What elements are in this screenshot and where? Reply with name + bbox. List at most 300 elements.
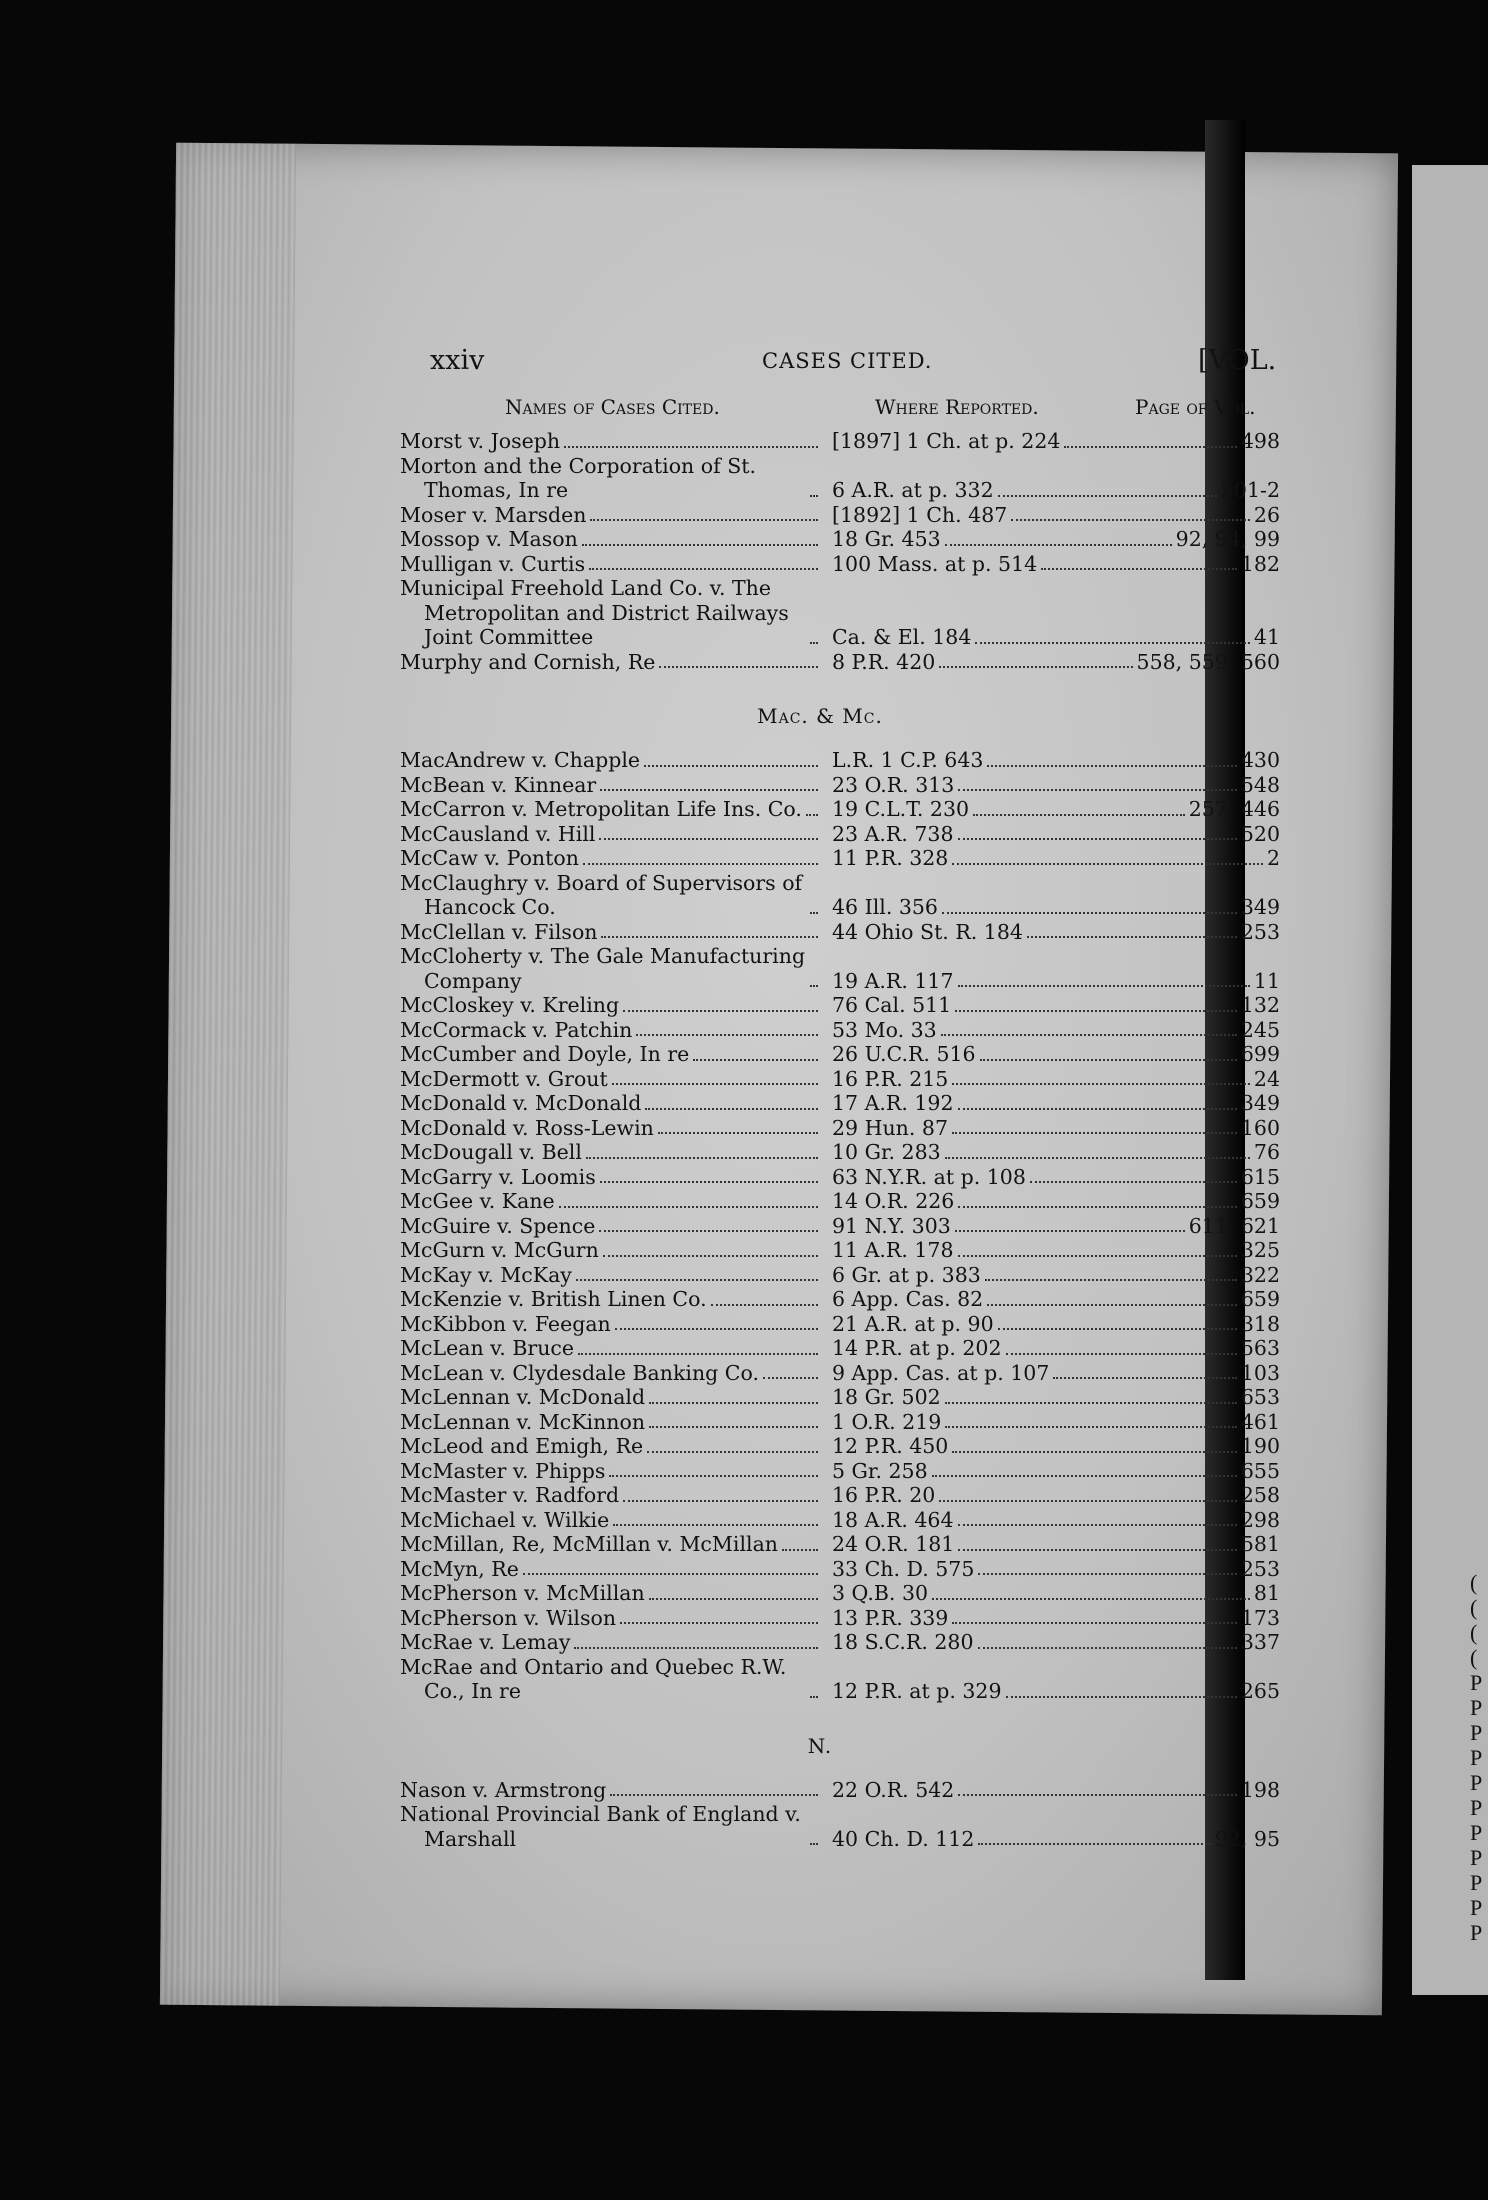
page-of-volume: 265 [1240, 1679, 1280, 1703]
case-entry [400, 503, 1280, 528]
leader-dots [945, 544, 1172, 546]
where-reported: 12 P.R. 450 [832, 1434, 949, 1458]
where-reported: 91 N.Y. 303 [832, 1213, 951, 1238]
page-of-volume: 563 [1240, 1336, 1280, 1360]
reported-cell [832, 846, 1280, 871]
case-entry [400, 1312, 1280, 1337]
case-name: McMaster v. Phipps [400, 1458, 606, 1483]
case-name: Morton and the Corporation of St. Thomas, In re [400, 453, 756, 502]
where-reported: 24 O.R. 181 [832, 1532, 955, 1556]
leader-dots [578, 1353, 818, 1355]
leader-dots [612, 1083, 818, 1085]
case-name-cell [400, 1361, 832, 1386]
reported-cell [832, 1679, 1280, 1704]
leader-dots [636, 1034, 818, 1036]
where-reported: 9 App. Cas. at p. 107 [832, 1360, 1050, 1385]
leader-dots [1064, 446, 1236, 448]
leader-dots [644, 765, 818, 767]
page-number: xxiv [430, 345, 485, 376]
case-name-cell [400, 1091, 832, 1116]
reported-cell [832, 895, 1280, 920]
case-name-cell [400, 944, 832, 993]
page-of-volume: 615 [1240, 1164, 1280, 1189]
case-entry [400, 1091, 1280, 1116]
reported-cell [832, 1116, 1280, 1141]
case-name-cell [400, 429, 832, 454]
page-of-volume: 298 [1240, 1507, 1280, 1532]
cases-cited-index [400, 345, 1280, 1851]
case-name-cell [400, 773, 832, 798]
case-name-cell [400, 1263, 832, 1288]
page-of-volume: 501-2 [1220, 478, 1280, 502]
reported-cell [832, 1434, 1280, 1459]
page-of-volume: 520 [1240, 821, 1280, 846]
case-entry [400, 797, 1280, 822]
leader-dots [998, 1328, 1237, 1330]
case-name: McMillan, Re, McMillan v. McMillan [400, 1532, 778, 1556]
page-of-volume: 659 [1240, 1287, 1280, 1311]
volume-mark: [VOL. [1198, 345, 1277, 376]
case-name: McRae v. Lemay [400, 1630, 571, 1654]
leader-dots [601, 936, 818, 938]
leader-dots [987, 765, 1236, 767]
case-entry [400, 1165, 1280, 1190]
page-of-volume: 92, 95 [1214, 1826, 1280, 1851]
adjacent-margin-letter: P [1470, 1670, 1483, 1695]
reported-cell [832, 1459, 1280, 1484]
case-name: Morst v. Joseph [400, 429, 561, 453]
where-reported: 14 O.R. 226 [832, 1189, 955, 1213]
case-name-cell [400, 1312, 832, 1337]
case-name: McGee v. Kane [400, 1189, 555, 1213]
case-entry [400, 773, 1280, 798]
reported-cell [832, 1827, 1280, 1852]
leader-dots [975, 642, 1250, 644]
adjacent-margin-letter: P [1470, 1895, 1483, 1920]
case-name: Mulligan v. Curtis [400, 551, 586, 576]
where-reported: 18 S.C.R. 280 [832, 1630, 974, 1654]
page-of-volume: 349 [1240, 895, 1280, 919]
case-entry [400, 552, 1280, 577]
where-reported: 17 A.R. 192 [832, 1091, 954, 1115]
reported-cell [832, 1778, 1280, 1803]
page-of-volume: 349 [1240, 1091, 1280, 1115]
leader-dots [600, 1181, 818, 1183]
page-of-volume: 611, 621 [1188, 1213, 1280, 1238]
where-reported: 8 P.R. 420 [832, 649, 936, 674]
case-entry [400, 846, 1280, 871]
where-reported: 18 Gr. 453 [832, 527, 941, 551]
case-name-cell [400, 1140, 832, 1165]
reported-cell [832, 429, 1280, 454]
column-heading-names: Names of Cases Cited. [505, 395, 720, 419]
adjacent-page-margin-letters [1470, 1570, 1488, 1945]
section-n-list [400, 1778, 1280, 1852]
reported-cell [832, 1263, 1280, 1288]
leader-dots [810, 1696, 818, 1698]
case-name-cell [400, 1508, 832, 1533]
case-entry [400, 1018, 1280, 1043]
case-entry [400, 1287, 1280, 1312]
page-of-volume: 92, 94, 99 [1175, 527, 1280, 551]
case-name: McPherson v. Wilson [400, 1605, 617, 1630]
adjacent-margin-letter: P [1470, 1845, 1483, 1870]
page-of-volume: 322 [1240, 1262, 1280, 1287]
case-name-cell [400, 1336, 832, 1361]
case-name: McBean v. Kinnear [400, 772, 597, 797]
leader-dots [810, 1843, 818, 1845]
page-of-volume: 26 [1253, 502, 1280, 527]
leader-dots [658, 1132, 818, 1134]
page-of-volume: 318 [1240, 1311, 1280, 1336]
where-reported: 23 O.R. 313 [832, 772, 955, 797]
case-name: National Provincial Bank of England v. Marshall [400, 1802, 801, 1851]
leader-dots [958, 838, 1237, 840]
case-name-cell [400, 1630, 832, 1655]
where-reported: L.R. 1 C.P. 643 [832, 748, 984, 772]
case-name: McLeod and Emigh, Re [400, 1434, 644, 1458]
case-entry [400, 1778, 1280, 1803]
page-of-volume: 11 [1253, 968, 1280, 993]
leader-dots [693, 1059, 818, 1061]
where-reported: 18 Gr. 502 [832, 1385, 941, 1409]
case-name: Murphy and Cornish, Re [400, 649, 656, 674]
case-name-cell [400, 797, 832, 822]
leader-dots [939, 666, 1132, 668]
leader-dots [978, 1573, 1236, 1575]
running-header [400, 345, 1280, 389]
reported-cell [832, 1140, 1280, 1165]
page-of-volume: 498 [1240, 429, 1280, 453]
case-entry [400, 920, 1280, 945]
leader-dots [952, 1622, 1237, 1624]
leader-dots [932, 1475, 1237, 1477]
where-reported: 6 A.R. at p. 332 [832, 478, 994, 502]
where-reported: 6 Gr. at p. 383 [832, 1262, 981, 1287]
page-of-volume: 190 [1240, 1434, 1280, 1458]
leader-dots [958, 1108, 1237, 1110]
case-name: McCloskey v. Kreling [400, 993, 620, 1017]
reported-cell [832, 1532, 1280, 1557]
leader-dots [973, 814, 1185, 816]
case-entry [400, 1434, 1280, 1459]
reported-cell [832, 1606, 1280, 1631]
adjacent-margin-letter: P [1470, 1720, 1483, 1745]
leader-dots [647, 1451, 818, 1453]
leader-dots [623, 1500, 818, 1502]
where-reported: [1892] 1 Ch. 487 [832, 502, 1008, 527]
leader-dots [958, 1524, 1237, 1526]
case-name: McCaw v. Ponton [400, 846, 579, 870]
case-name-cell [400, 1042, 832, 1067]
section-heading-n: N. [807, 1733, 833, 1758]
case-name-cell [400, 822, 832, 847]
reported-cell [832, 1287, 1280, 1312]
adjacent-margin-letter: P [1470, 1770, 1483, 1795]
case-name-cell [400, 650, 832, 675]
case-name-cell [400, 1557, 832, 1582]
case-name-cell [400, 1606, 832, 1631]
reported-cell [832, 797, 1280, 822]
case-name: McLean v. Bruce [400, 1336, 575, 1360]
case-name: Mossop v. Mason [400, 527, 578, 551]
case-name: McMichael v. Wilkie [400, 1507, 610, 1532]
case-name: McDonald v. McDonald [400, 1091, 642, 1115]
where-reported: 46 Ill. 356 [832, 895, 938, 919]
case-name-cell [400, 1778, 832, 1803]
case-entry [400, 1630, 1280, 1655]
leader-dots [952, 863, 1263, 865]
leader-dots [1030, 1181, 1237, 1183]
leader-dots [978, 1647, 1237, 1649]
where-reported: 10 Gr. 283 [832, 1140, 941, 1164]
case-entry [400, 429, 1280, 454]
adjacent-margin-letter: P [1470, 1795, 1483, 1820]
case-entry [400, 1410, 1280, 1435]
where-reported: 21 A.R. at p. 90 [832, 1311, 994, 1336]
leader-dots [958, 985, 1250, 987]
case-entry [400, 1361, 1280, 1386]
leader-dots [1006, 1696, 1237, 1698]
leader-dots [958, 1549, 1237, 1551]
reported-cell [832, 920, 1280, 945]
case-name: MacAndrew v. Chapple [400, 748, 641, 772]
case-name: McClellan v. Filson [400, 919, 598, 944]
where-reported: 16 P.R. 20 [832, 1483, 936, 1507]
where-reported: 12 P.R. at p. 329 [832, 1679, 1002, 1703]
case-entry [400, 1067, 1280, 1092]
case-name: McCloherty v. The Gale Manufacturing Company [400, 944, 806, 993]
case-name: McClaughry v. Board of Supervisors of Hancock Co. [400, 870, 803, 919]
leader-dots [958, 1794, 1237, 1796]
where-reported: 18 A.R. 464 [832, 1507, 954, 1532]
leader-dots [958, 1255, 1237, 1257]
leader-dots [1011, 519, 1250, 521]
case-entry [400, 1385, 1280, 1410]
reported-cell [832, 1361, 1280, 1386]
leader-dots [958, 1206, 1237, 1208]
page-of-volume: 581 [1240, 1532, 1280, 1556]
reported-cell [832, 1067, 1280, 1092]
reported-cell [832, 773, 1280, 798]
case-entry [400, 1581, 1280, 1606]
reported-cell [832, 1042, 1280, 1067]
reported-cell [832, 969, 1280, 994]
section-heading-mac: Mac. & Mc. [757, 704, 883, 728]
case-name-cell [400, 1434, 832, 1459]
case-name-cell [400, 1116, 832, 1141]
case-entry [400, 527, 1280, 552]
case-entry [400, 871, 1280, 920]
page-of-volume: 173 [1240, 1605, 1280, 1630]
leader-dots [659, 666, 818, 668]
where-reported: 63 N.Y.R. at p. 108 [832, 1164, 1026, 1189]
case-entry [400, 993, 1280, 1018]
case-name-cell [400, 1385, 832, 1410]
case-entry [400, 1140, 1280, 1165]
case-name: McDougall v. Bell [400, 1140, 582, 1164]
reported-cell [832, 1091, 1280, 1116]
case-entry [400, 1238, 1280, 1263]
case-name-cell [400, 1238, 832, 1263]
reported-cell [832, 1508, 1280, 1533]
case-name: McCausland v. Hill [400, 821, 596, 846]
leader-dots [952, 1451, 1237, 1453]
leader-dots [590, 519, 818, 521]
page-of-volume: 699 [1240, 1042, 1280, 1066]
leader-dots [1006, 1353, 1237, 1355]
case-entry [400, 1508, 1280, 1533]
where-reported: 29 Hun. 87 [832, 1115, 949, 1140]
case-name-cell [400, 1165, 832, 1190]
page-of-volume: 337 [1240, 1630, 1280, 1654]
case-name: McGarry v. Loomis [400, 1164, 596, 1189]
where-reported: 53 Mo. 33 [832, 1017, 937, 1042]
case-entry [400, 1116, 1280, 1141]
leader-dots [985, 1279, 1237, 1281]
leader-dots [564, 446, 818, 448]
case-name: McCormack v. Patchin [400, 1017, 633, 1042]
case-name-cell [400, 1581, 832, 1606]
adjacent-margin-letter: P [1470, 1745, 1483, 1770]
case-entry [400, 576, 1280, 650]
case-name: Moser v. Marsden [400, 502, 587, 527]
case-entry [400, 748, 1280, 773]
page-of-volume: 558, 559, 560 [1136, 649, 1280, 674]
leader-dots [586, 1157, 818, 1159]
case-name-cell [400, 1018, 832, 1043]
case-name-cell [400, 871, 832, 920]
reported-cell [832, 1483, 1280, 1508]
leader-dots [958, 789, 1237, 791]
case-entry [400, 822, 1280, 847]
case-name-cell [400, 1067, 832, 1092]
case-name-cell [400, 846, 832, 871]
where-reported: 22 O.R. 542 [832, 1777, 955, 1802]
case-name: McCumber and Doyle, In re [400, 1042, 690, 1066]
case-name: McLean v. Clydesdale Banking Co. [400, 1360, 759, 1385]
leader-dots [945, 1402, 1237, 1404]
leader-dots [613, 1524, 818, 1526]
reported-cell [832, 1630, 1280, 1655]
where-reported: [1897] 1 Ch. at p. 224 [832, 429, 1061, 453]
page-of-volume: 253 [1240, 919, 1280, 944]
page-of-volume: 76 [1253, 1140, 1280, 1164]
where-reported: 11 A.R. 178 [832, 1238, 954, 1262]
case-name-cell [400, 1532, 832, 1557]
where-reported: 23 A.R. 738 [832, 821, 954, 846]
page-of-volume: 81 [1253, 1581, 1280, 1605]
leader-dots [939, 1500, 1237, 1502]
page-edge-strips [160, 143, 296, 2006]
reported-cell [832, 478, 1280, 503]
leader-dots [649, 1598, 818, 1600]
reported-cell [832, 1165, 1280, 1190]
leader-dots [998, 495, 1217, 497]
case-name: McPherson v. McMillan [400, 1581, 645, 1605]
page-of-volume: 257, 446 [1188, 797, 1280, 821]
leader-dots [559, 1206, 818, 1208]
page-of-volume: 430 [1240, 748, 1280, 772]
reported-cell [832, 503, 1280, 528]
leader-dots [589, 568, 818, 570]
adjacent-margin-letter: P [1470, 1870, 1483, 1895]
case-name: Municipal Freehold Land Co. v. The Metropolitan and District Railways Joint Committee [400, 576, 789, 649]
reported-cell [832, 993, 1280, 1018]
where-reported: 40 Ch. D. 112 [832, 1826, 975, 1851]
page-of-volume: 659 [1240, 1189, 1280, 1213]
where-reported: 11 P.R. 328 [832, 846, 949, 870]
reported-cell [832, 748, 1280, 773]
case-name: McGurn v. McGurn [400, 1238, 599, 1262]
page-of-volume: 245 [1240, 1017, 1280, 1042]
case-name-cell [400, 1189, 832, 1214]
page-of-volume: 41 [1253, 625, 1280, 649]
leader-dots [810, 642, 818, 644]
leader-dots [599, 838, 818, 840]
leader-dots [952, 1083, 1250, 1085]
reported-cell [832, 1189, 1280, 1214]
where-reported: 3 Q.B. 30 [832, 1581, 929, 1605]
case-name: McGuire v. Spence [400, 1213, 596, 1238]
reported-cell [832, 1581, 1280, 1606]
case-name-cell [400, 1483, 832, 1508]
case-entry [400, 1655, 1280, 1704]
case-name: Nason v. Armstrong [400, 1777, 607, 1802]
reported-cell [832, 1385, 1280, 1410]
page-of-volume: 325 [1240, 1238, 1280, 1262]
case-name: McMyn, Re [400, 1556, 519, 1581]
case-name: McMaster v. Radford [400, 1483, 620, 1507]
reported-cell [832, 625, 1280, 650]
adjacent-margin-letter: ( [1470, 1620, 1478, 1645]
leader-dots [782, 1549, 818, 1551]
where-reported: 44 Ohio St. R. 184 [832, 919, 1023, 944]
where-reported: 5 Gr. 258 [832, 1458, 928, 1483]
where-reported: 14 P.R. at p. 202 [832, 1336, 1002, 1360]
where-reported: 6 App. Cas. 82 [832, 1287, 984, 1311]
case-entry [400, 1042, 1280, 1067]
reported-cell [832, 822, 1280, 847]
where-reported: 16 P.R. 215 [832, 1066, 949, 1091]
page-title: CASES CITED. [762, 349, 933, 373]
case-name-cell [400, 454, 832, 503]
where-reported: 26 U.C.R. 516 [832, 1042, 976, 1066]
leader-dots [955, 1010, 1237, 1012]
column-headings [400, 395, 1280, 429]
where-reported: Ca. & El. 184 [832, 625, 972, 649]
where-reported: 100 Mass. at p. 514 [832, 551, 1038, 576]
case-name: McRae and Ontario and Quebec R.W. Co., In re [400, 1654, 787, 1703]
leader-dots [583, 863, 818, 865]
leader-dots [810, 985, 818, 987]
case-entry [400, 944, 1280, 993]
case-name-cell [400, 552, 832, 577]
leader-dots [711, 1304, 818, 1306]
case-entry [400, 1263, 1280, 1288]
case-entry [400, 1214, 1280, 1239]
case-name-cell [400, 1214, 832, 1239]
leader-dots [615, 1328, 818, 1330]
leader-dots [987, 1304, 1237, 1306]
case-entry [400, 650, 1280, 675]
adjacent-margin-letter: ( [1470, 1595, 1478, 1620]
leader-dots [945, 1426, 1237, 1428]
page-of-volume: 182 [1240, 551, 1280, 576]
case-name-cell [400, 576, 832, 650]
leader-dots [574, 1647, 818, 1649]
leader-dots [582, 544, 818, 546]
